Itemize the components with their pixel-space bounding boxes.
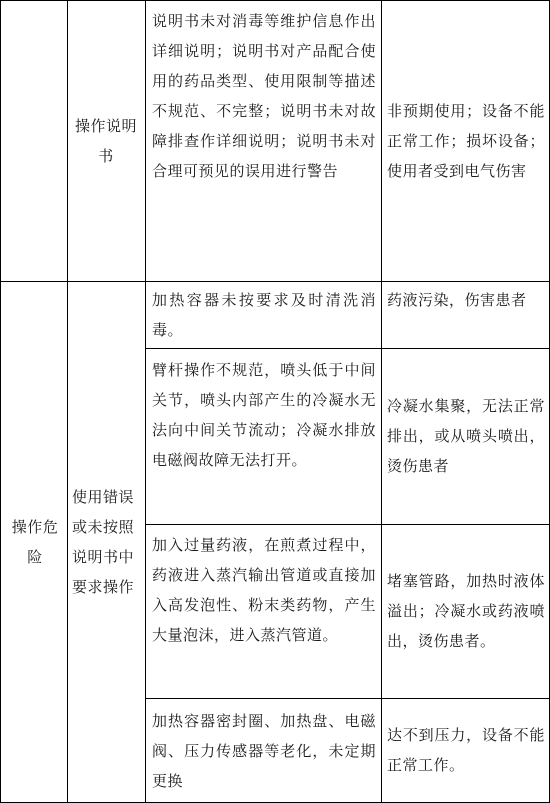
- harm-cell: [387, 348, 545, 524]
- harm-cell: [387, 0, 545, 281]
- harm-text: 非预期使用；设备不能正常工作；损坏设备；使用者受到电气伤害: [387, 101, 545, 180]
- cause-cell: 加入过量药液，在煎煮过程中，药液进入蒸汽输出管道或直接加入高发泡性、粉末类药物，产生大量泡沫，进入蒸汽管道。: [152, 536, 376, 644]
- harm-cell: [387, 524, 545, 698]
- table-border-left: [0, 0, 1, 803]
- column-divider: [381, 0, 382, 803]
- cause-cell: 加热容器未按要求及时清洗消毒。: [152, 291, 376, 339]
- harm-cell: 药液污染，伤害患者: [387, 291, 527, 309]
- subcategory-text: 使用错误或未按照说明书中要求操作: [72, 487, 135, 596]
- harm-text: 达不到压力，设备不能正常工作。: [387, 726, 545, 774]
- subcategory-text: 操作说明书: [74, 116, 137, 165]
- cause-cell: 臂杆操作不规范，喷头低于中间关节，喷头内部产生的冷凝水无法向中间关节流动；冷凝水排放电磁阀故障无法打开。: [152, 361, 376, 469]
- cause-cell: 加热容器密封圈、加热盘、电磁阀、压力传感器等老化，未定期更换: [152, 712, 376, 790]
- harm-text: 堵塞管路，加热时液体溢出；冷凝水或药液喷出，烫伤患者。: [387, 572, 545, 650]
- cause-cell: 说明书未对消毒等维护信息作出详细说明；说明书对产品配合使用的药品类型、使用限制等描述不规范、不完整；说明书未对故障排查作详细说明；说明书未对合理可预见的误用进行警告: [152, 12, 376, 180]
- column-divider: [145, 0, 146, 803]
- subcategory-cell: [72, 0, 140, 281]
- harm-cell: [387, 698, 545, 802]
- category-cell: [5, 281, 65, 802]
- column-divider: [67, 0, 68, 803]
- category-text: 操作危险: [11, 517, 59, 566]
- subcategory-cell: [72, 281, 140, 802]
- harm-text: 冷凝水集聚，无法正常排出，或从喷头喷出，烫伤患者: [387, 397, 545, 475]
